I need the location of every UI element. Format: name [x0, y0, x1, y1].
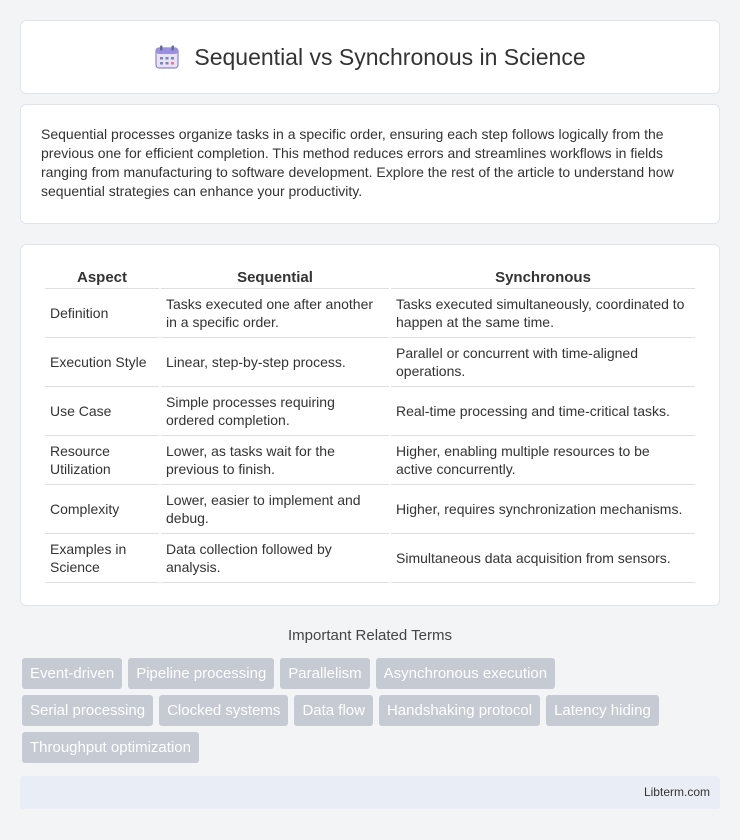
table-cell-sequential: Lower, easier to implement and debug.: [161, 485, 389, 534]
footer: [20, 776, 720, 809]
calendar-icon: [154, 44, 180, 70]
table-cell-sequential: Simple processes requiring ordered completion.: [161, 387, 389, 436]
tag-handshaking-protocol[interactable]: Handshaking protocol: [379, 695, 540, 726]
comparison-table-card: [20, 244, 720, 606]
tag-pipeline-processing[interactable]: Pipeline processing: [128, 658, 274, 689]
tag-data-flow[interactable]: Data flow: [294, 695, 373, 726]
tag-latency-hiding[interactable]: Latency hiding: [546, 695, 659, 726]
tag-row: [22, 732, 722, 763]
intro-paragraph: Sequential processes organize tasks in a specific order, ensuring each step follows logically from the previous one for efficient completion. This method reduces errors and streamlines workflows in fields ranging from manufacturing to software development. Explore the rest of the article to understand how sequential strategies can enhance your productivity.: [41, 126, 674, 199]
table-row: [45, 436, 695, 485]
table-row: [45, 289, 695, 338]
related-terms-title: Important Related Terms: [288, 627, 452, 644]
tag-serial-processing[interactable]: Serial processing: [22, 695, 153, 726]
table-cell-sequential: Tasks executed one after another in a specific order.: [161, 289, 389, 338]
tag-event-driven[interactable]: Event-driven: [22, 658, 122, 689]
tag-throughput-optimization[interactable]: Throughput optimization: [22, 732, 199, 763]
table-row: [45, 485, 695, 534]
column-header-sequential: Sequential: [161, 265, 389, 289]
table-cell-sequential: Data collection followed by analysis.: [161, 534, 389, 583]
tag-row: [22, 658, 722, 689]
table-cell-aspect: Examples in Science: [45, 534, 159, 583]
table-row: [45, 387, 695, 436]
header-card: [20, 20, 720, 94]
intro-card: [20, 104, 720, 224]
table-row: [45, 534, 695, 583]
table-cell-synchronous: Parallel or concurrent with time-aligned operations.: [391, 338, 695, 387]
table-cell-synchronous: Higher, enabling multiple resources to be active concurrently.: [391, 436, 695, 485]
table-cell-aspect: Complexity: [45, 485, 159, 534]
table-cell-synchronous: Higher, requires synchronization mechanisms.: [391, 485, 695, 534]
column-header-synchronous: Synchronous: [391, 265, 695, 289]
related-terms-tags: [22, 658, 722, 769]
tag-row: [22, 695, 722, 726]
table-cell-sequential: Linear, step-by-step process.: [161, 338, 389, 387]
table-row: [45, 338, 695, 387]
table-cell-aspect: Resource Utilization: [45, 436, 159, 485]
comparison-table: [43, 265, 697, 583]
table-cell-sequential: Lower, as tasks wait for the previous to finish.: [161, 436, 389, 485]
table-cell-aspect: Use Case: [45, 387, 159, 436]
table-header-row: [45, 265, 695, 289]
table-cell-aspect: Definition: [45, 289, 159, 338]
table-cell-synchronous: Simultaneous data acquisition from sensors.: [391, 534, 695, 583]
column-header-aspect: Aspect: [45, 265, 159, 289]
table-cell-synchronous: Real-time processing and time-critical tasks.: [391, 387, 695, 436]
title-wrap: [154, 44, 585, 71]
table-cell-synchronous: Tasks executed simultaneously, coordinated to happen at the same time.: [391, 289, 695, 338]
table-cell-aspect: Execution Style: [45, 338, 159, 387]
tag-clocked-systems[interactable]: Clocked systems: [159, 695, 288, 726]
footer-site-link[interactable]: Libterm.com: [643, 785, 710, 799]
page-title: Sequential vs Synchronous in Science: [194, 43, 586, 70]
tag-asynchronous-execution[interactable]: Asynchronous execution: [376, 658, 555, 689]
tag-parallelism[interactable]: Parallelism: [280, 658, 369, 689]
